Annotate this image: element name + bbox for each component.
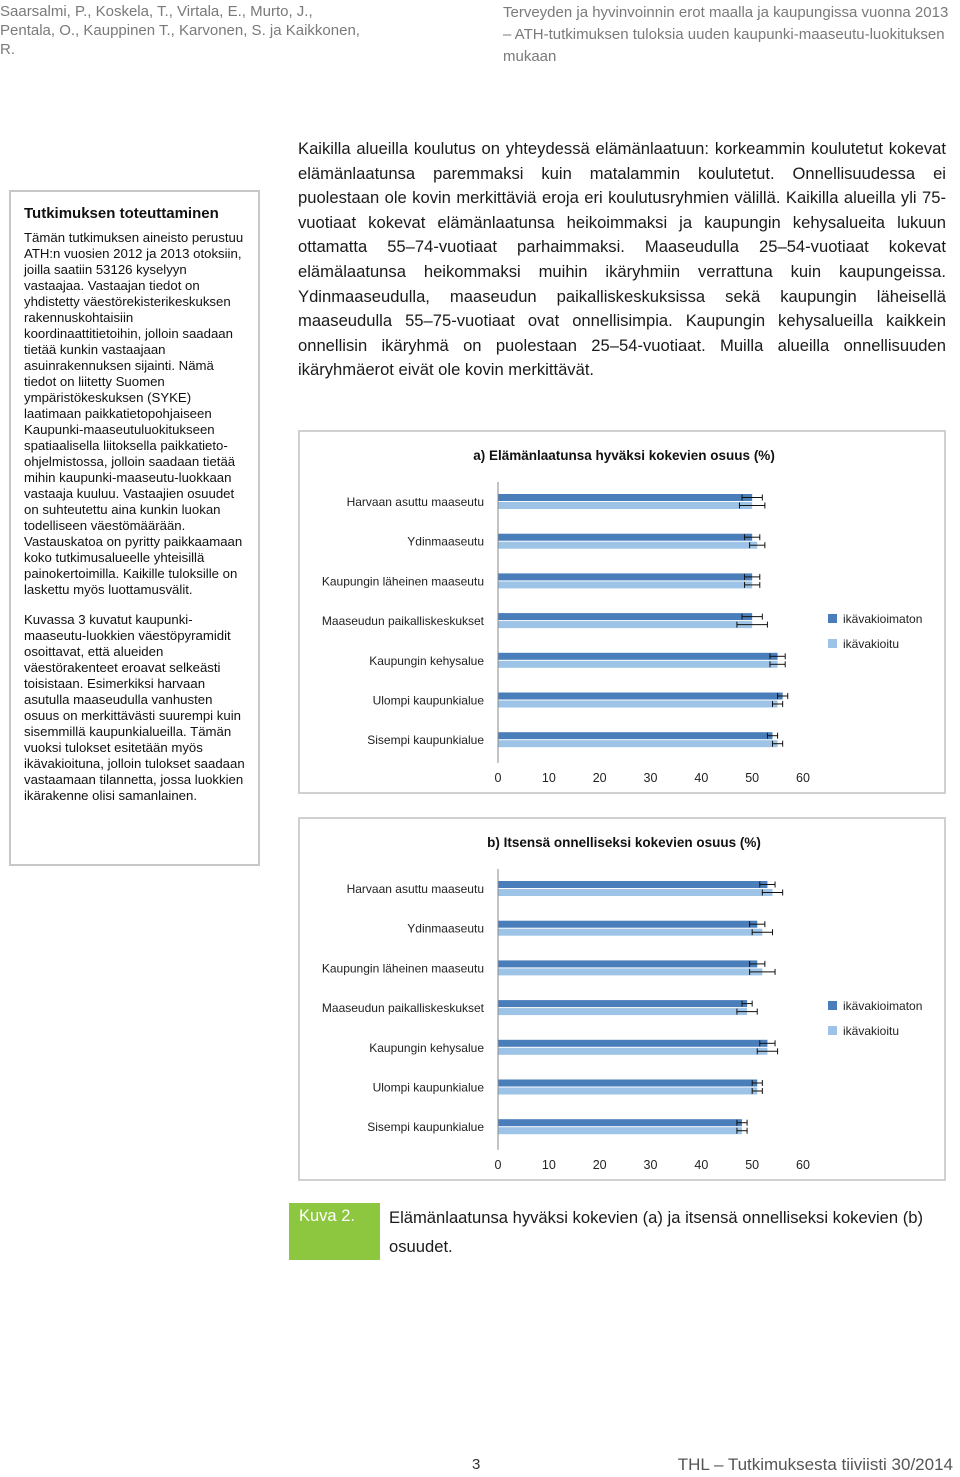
x-tick-label: 30 xyxy=(643,1157,658,1172)
category-label: Harvaan asuttu maaseutu xyxy=(346,495,484,509)
bar-ikavakioitu xyxy=(498,1127,742,1134)
bar-ikavakioitu xyxy=(498,581,752,588)
category-label: Ydinmaaseutu xyxy=(407,534,484,549)
x-tick-label: 20 xyxy=(592,1157,607,1172)
bar-ikavakioitu xyxy=(498,1088,757,1095)
bar-ikavakioimaton xyxy=(498,693,783,700)
bar-ikavakioimaton xyxy=(498,921,757,928)
category-label: Sisempi kaupunkialue xyxy=(367,1120,484,1135)
legend-swatch xyxy=(828,639,837,648)
legend-label: ikävakioitu xyxy=(843,1024,900,1038)
legend-swatch xyxy=(828,1001,837,1010)
bar-ikavakioimaton xyxy=(498,1040,767,1047)
bar-ikavakioimaton xyxy=(498,960,757,967)
bar-ikavakioimaton xyxy=(498,732,773,739)
chart-b-svg xyxy=(300,819,948,1183)
bar-ikavakioimaton xyxy=(498,1119,742,1126)
bar-ikavakioimaton xyxy=(498,1080,757,1087)
bar-ikavakioimaton xyxy=(498,881,767,888)
sidebar-paragraph-1: Tämän tutkimuksen aineisto perustuu ATH:n vuosien 2012 ja 2013 otoksiin, joilla saatiin 53126 kyselyyn vastaajaa. Vastaajan tiedot on yhdistetty väestörekisterikeskuksen rakennuskohtaisiin koordinaattitietoihin, jolloin saadaan tietää kunkin vastaajaan asuinrakennuksen sijainti. Nämä tiedot on liitetty Suomen ympäristökeskuksen (SYKE) laatimaan paikkatietopohjaiseen Kaupunki-maaseutuluokitukseen spatiaalisella liitoksella paikkatieto-ohjelmistossa, jolloin saadaan tietää mihin kaupunki-maaseutu-luokkaan vastaaja kuuluu. Vastaajien osuudet on suhteutettu aina kunkin luokan todelliseen väestömäärään. Vastauskatoa on pyritty paikkaamaan koko tutkimusalueelle yhteisillä painokertoimilla. Kaikille tuloksille on laskettu myös luottamusvälit. xyxy=(24,230,244,597)
legend-swatch xyxy=(828,1026,837,1035)
bar-ikavakioimaton xyxy=(498,653,778,660)
x-tick-label: 60 xyxy=(796,770,810,785)
legend-swatch xyxy=(828,614,837,623)
x-tick-label: 40 xyxy=(694,770,709,785)
category-label: Harvaan asuttu maaseutu xyxy=(346,882,484,896)
category-label: Ydinmaaseutu xyxy=(407,921,484,936)
bar-ikavakioitu xyxy=(498,1008,747,1015)
sidebar-heading: Tutkimuksen toteuttaminen xyxy=(24,205,219,222)
x-tick-label: 10 xyxy=(541,770,556,785)
category-label: Kaupungin kehysalue xyxy=(369,653,484,668)
category-label: Maaseudun paikalliskeskukset xyxy=(321,614,484,629)
category-label: Kaupungin läheinen maaseutu xyxy=(321,961,484,976)
legend-label: ikävakioimaton xyxy=(843,612,923,626)
bar-ikavakioitu xyxy=(498,502,752,509)
header-authors: Saarsalmi, P., Koskela, T., Virtala, E., Murto, J., Pentala, O., Kauppinen T., Karvonen, S. ja Kaikkonen, R. xyxy=(0,3,360,58)
x-tick-label: 0 xyxy=(494,770,502,785)
header-title: Terveyden ja hyvinvoinnin erot maalla ja kaupungissa vuonna 2013 – ATH-tutkimuksen tuloksia uuden kaupunki-maaseutu-luokituksen mukaan xyxy=(503,4,949,65)
bar-ikavakioimaton xyxy=(498,573,752,580)
page-number: 3 xyxy=(472,1456,481,1473)
sidebar-paragraph-2: Kuvassa 3 kuvatut kaupunki-maaseutu-luokkien väestöpyramidit osoittavat, että alueiden väestörakenteet eroavat selkeästi toisistaan. Esimerkiksi harvaan asutulla maaseudulla vanhusten osuus on merkittävästi suurempi kuin sisemmillä kaupunkialueilla. Tämän vuoksi tulokset esitetään myös ikävakioituna, jolloin tulokset saadaan vastaamaan tilannetta, jossa luokkien ikärakenne olisi samanlainen. xyxy=(24,612,245,803)
chart-b xyxy=(298,817,946,1181)
category-label: Kaupungin läheinen maaseutu xyxy=(321,574,484,589)
bar-ikavakioitu xyxy=(498,661,778,668)
bar-ikavakioitu xyxy=(498,740,778,747)
bar-ikavakioimaton xyxy=(498,534,752,541)
x-tick-label: 60 xyxy=(796,1157,810,1172)
publication-footer: THL – Tutkimuksesta tiiviisti 30/2014 xyxy=(677,1455,953,1474)
x-tick-label: 10 xyxy=(541,1157,556,1172)
x-tick-label: 0 xyxy=(494,1157,502,1172)
chart-title: b) Itsensä onnelliseksi kokevien osuus (%) xyxy=(487,835,761,850)
chart-a-svg xyxy=(300,432,948,796)
figure-caption: Elämänlaatunsa hyväksi kokevien (a) ja itsensä onnelliseksi kokevien (b) osuudet. xyxy=(389,1208,924,1256)
category-label: Kaupungin kehysalue xyxy=(369,1040,484,1055)
bar-ikavakioitu xyxy=(498,542,757,549)
category-label: Sisempi kaupunkialue xyxy=(367,733,484,748)
main-paragraph: Kaikilla alueilla koulutus on yhteydessä elämänlaatuun: korkeammin koulutetut kokevat elämänlaatunsa paremmaksi kuin matalammin koulutetut. Onnellisuudessa ei puolestaan ole kovin merkittäviä eroja eri koulutusryhmien välillä. Kaikilla alueilla yli 75-vuotiaat kokevat elämänlaatunsa heikoimmaksi ja kaupungin kehysalueita lukuun ottamatta 55–74-vuotiaat parhaimmaksi. Maaseudulla 25–54-vuotiaat kokevat elämälaatunsa heikommaksi muihin ikäryhmiin verrattuna kuin kaupungeissa. Ydinmaaseudulla, maaseudun paikalliskeskuksissa sekä kaupungin läheisellä maaseudulla 55–75-vuotiaat ovat onnellisimpia. Kaupungin kehysalueilla kaikkein onnellisin ikäryhmä on puolestaan 25–54-vuotiaat. Muilla alueilla onnellisuuden ikäryhmäerot eivät ole kovin merkittävät. xyxy=(298,139,946,380)
bar-ikavakioitu xyxy=(498,701,778,708)
x-tick-label: 50 xyxy=(745,770,760,785)
legend-label: ikävakioitu xyxy=(843,637,900,651)
chart-title: a) Elämänlaatunsa hyväksi kokevien osuus (%) xyxy=(473,448,775,463)
bar-ikavakioitu xyxy=(498,621,752,628)
x-tick-label: 40 xyxy=(694,1157,709,1172)
category-label: Ulompi kaupunkialue xyxy=(372,1080,484,1095)
bar-ikavakioitu xyxy=(498,929,762,936)
x-tick-label: 20 xyxy=(592,770,607,785)
bar-ikavakioimaton xyxy=(498,494,752,501)
chart-a xyxy=(298,430,946,794)
bar-ikavakioimaton xyxy=(498,1000,747,1007)
bar-ikavakioitu xyxy=(498,968,762,975)
sidebar-box xyxy=(9,190,260,866)
figure-label: Kuva 2. xyxy=(289,1203,380,1260)
bar-ikavakioitu xyxy=(498,889,773,896)
category-label: Ulompi kaupunkialue xyxy=(372,693,484,708)
category-label: Maaseudun paikalliskeskukset xyxy=(321,1001,484,1016)
bar-ikavakioitu xyxy=(498,1048,767,1055)
x-tick-label: 50 xyxy=(745,1157,760,1172)
legend-label: ikävakioimaton xyxy=(843,999,923,1013)
bar-ikavakioimaton xyxy=(498,613,752,620)
x-tick-label: 30 xyxy=(643,770,658,785)
